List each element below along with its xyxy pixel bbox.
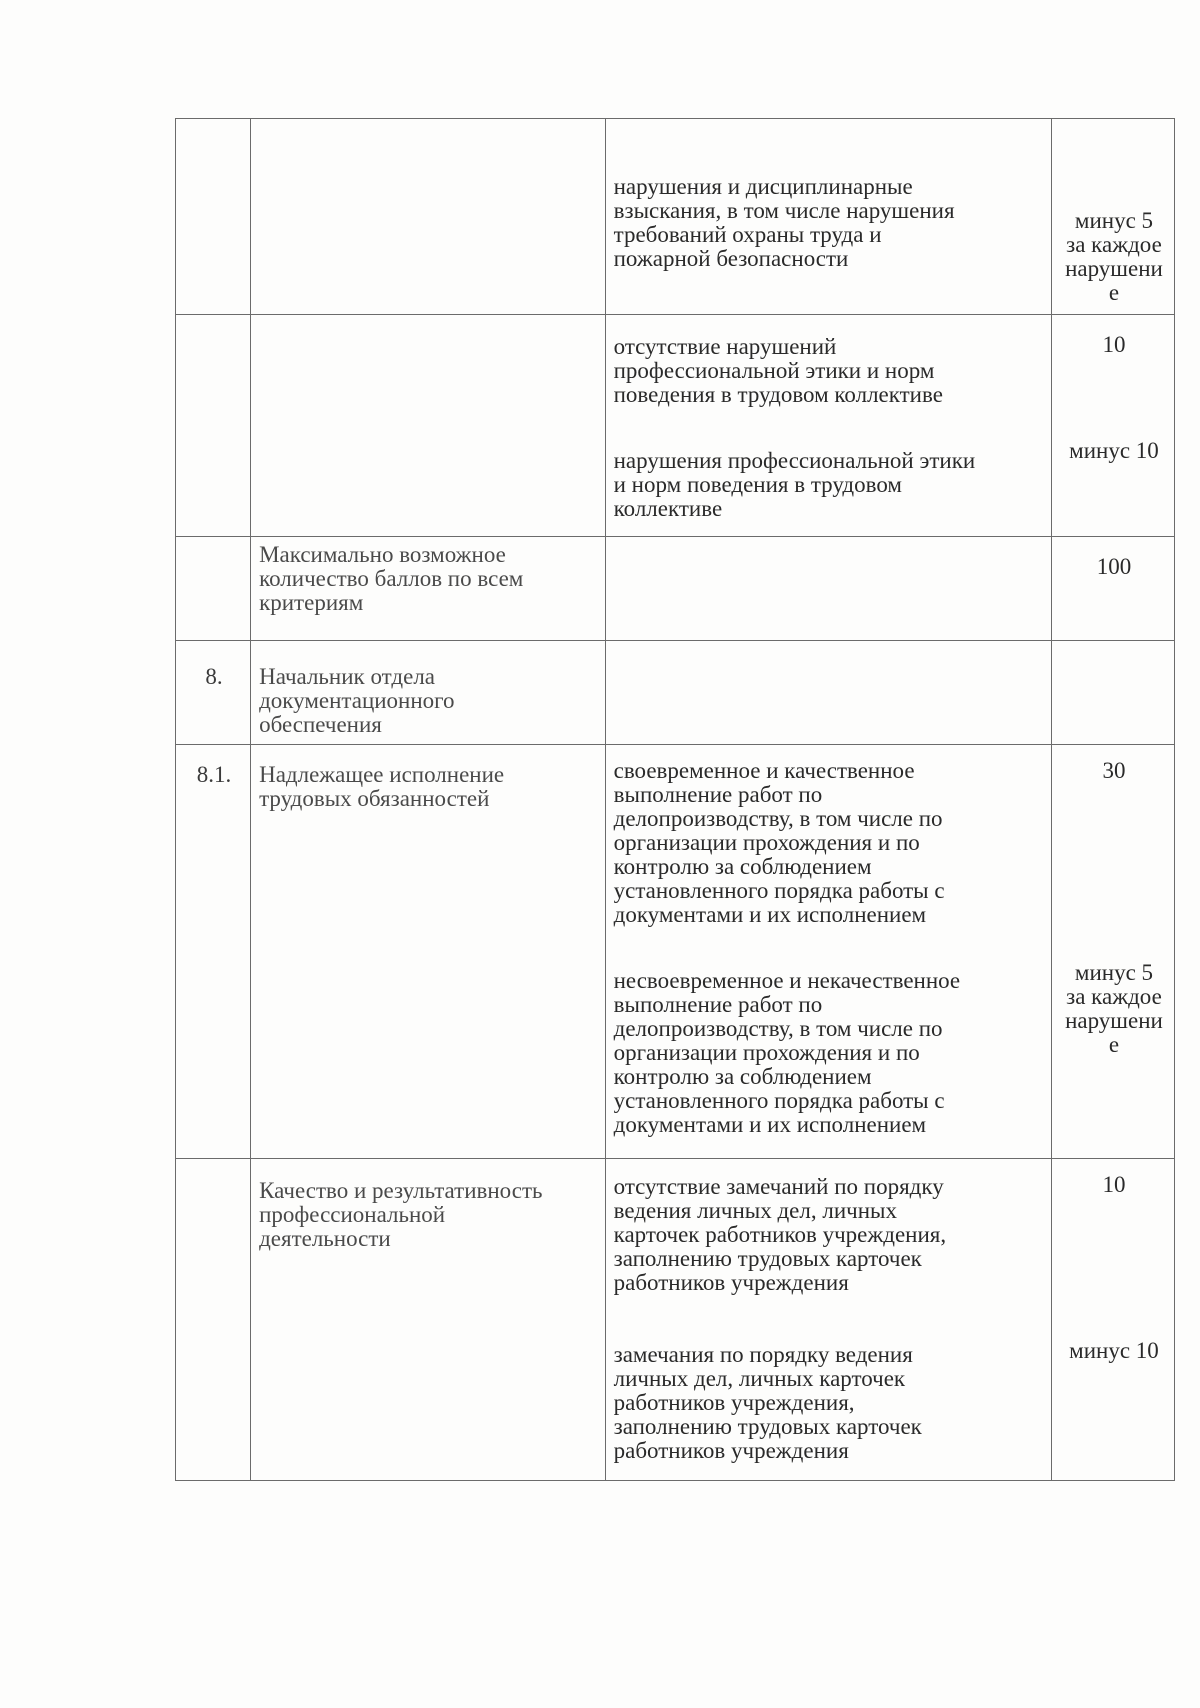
indicator-cell xyxy=(605,1159,1051,1481)
row-number: 8.1. xyxy=(196,762,232,787)
indicator-text-positive: отсутствие нарушений профессиональной этики и норм поведения в трудовом коллективе xyxy=(613,334,943,407)
score-value-negative: минус 10 xyxy=(1069,438,1159,463)
score-value-positive: 10 xyxy=(1102,332,1126,357)
indicator-text-negative: нарушения профессиональной этики и норм поведения в трудовом коллективе xyxy=(613,448,976,521)
criterion-name-cell xyxy=(251,315,606,537)
criterion-name: Надлежащее исполнение трудовых обязанностей xyxy=(259,762,505,811)
score-cell xyxy=(1051,745,1174,1159)
score-cell xyxy=(1051,119,1174,315)
row-number-cell xyxy=(176,119,251,315)
row-number-cell xyxy=(176,537,251,641)
indicator-text-positive: своевременное и качественное выполнение работ по делопроизводству, в том числе по организации прохождения и по контролю за соблюдением установленного порядка работы с документами и их исполнением xyxy=(613,758,945,927)
score-cell xyxy=(1051,641,1174,745)
table-row xyxy=(176,641,1175,745)
score-value-negative: минус 5 за каждое нарушени е xyxy=(1065,960,1163,1057)
indicator-text-negative: несвоевременное и некачественное выполнение работ по делопроизводству, в том числе по организации прохождения и по контролю за соблюдением установленного порядка работы с документами и их исполнением xyxy=(613,968,961,1137)
indicator-text: нарушения и дисциплинарные взыскания, в том числе нарушения требований охраны труда и пожарной безопасности xyxy=(613,174,955,271)
row-number-cell xyxy=(176,745,251,1159)
indicator-text-positive: отсутствие замечаний по порядку ведения личных дел, личных карточек работников учреждения, заполнению трудовых карточек работников учреждения xyxy=(613,1174,947,1295)
criterion-name-cell xyxy=(251,119,606,315)
criterion-name-cell xyxy=(251,745,606,1159)
row-number-cell xyxy=(176,315,251,537)
indicator-cell xyxy=(605,119,1051,315)
criterion-name-cell xyxy=(251,537,606,641)
criterion-name-cell xyxy=(251,1159,606,1481)
score-value-positive: 30 xyxy=(1102,758,1126,783)
indicator-text-negative: замечания по порядку ведения личных дел, личных карточек работников учреждения, заполнению трудовых карточек работников учреждения xyxy=(613,1342,922,1463)
score-cell xyxy=(1051,537,1174,641)
row-number-cell xyxy=(176,641,251,745)
indicator-cell xyxy=(605,745,1051,1159)
criteria-table xyxy=(175,118,1175,1481)
table-row xyxy=(176,745,1175,1159)
table-row xyxy=(176,537,1175,641)
score-value: минус 5 за каждое нарушени е xyxy=(1065,208,1163,305)
criterion-name: Качество и результативность профессиональной деятельности xyxy=(259,1178,543,1251)
row-number: 8. xyxy=(205,664,223,689)
score-value-negative: минус 10 xyxy=(1069,1338,1159,1363)
row-number-cell xyxy=(176,1159,251,1481)
indicator-cell xyxy=(605,315,1051,537)
table-row xyxy=(176,119,1175,315)
score-value-positive: 10 xyxy=(1102,1172,1126,1197)
position-name: Начальник отдела документационного обеспечения xyxy=(259,664,455,737)
score-cell xyxy=(1051,315,1174,537)
criterion-name: Максимально возможное количество баллов по всем критериям xyxy=(259,542,524,615)
position-name-cell xyxy=(251,641,606,745)
table-row xyxy=(176,315,1175,537)
table-row xyxy=(176,1159,1175,1481)
indicator-cell xyxy=(605,641,1051,745)
score-cell xyxy=(1051,1159,1174,1481)
indicator-cell xyxy=(605,537,1051,641)
score-value: 100 xyxy=(1096,554,1132,579)
